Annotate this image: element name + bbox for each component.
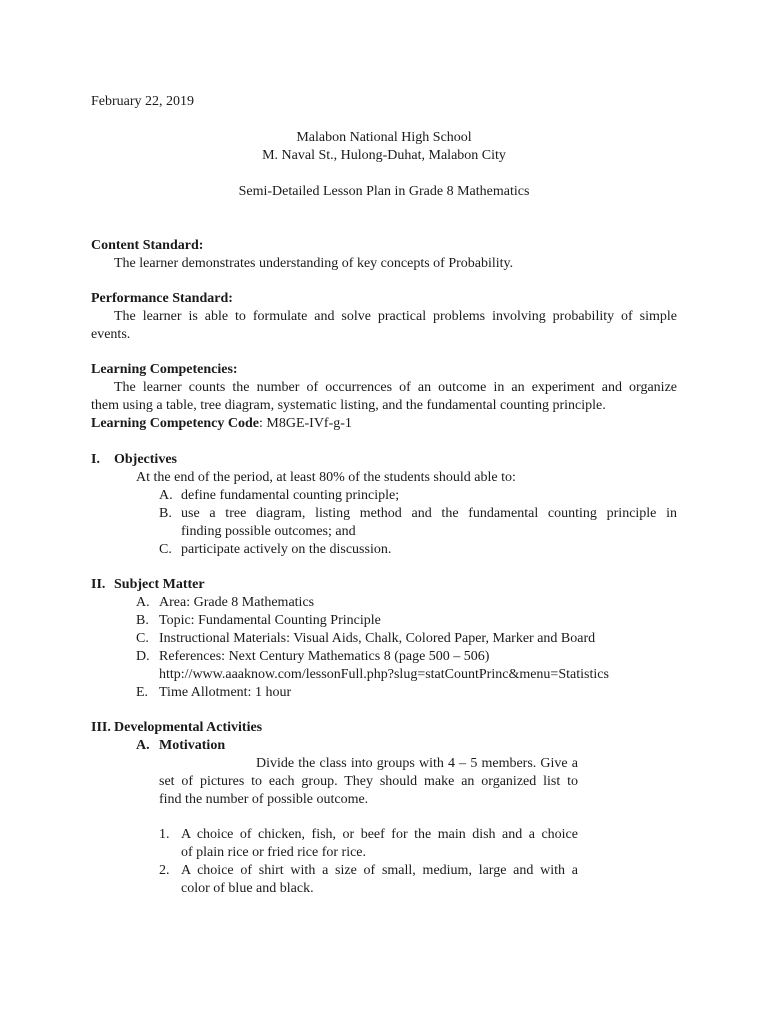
objective-item: participate actively on the discussion. xyxy=(181,542,392,557)
motivation-item-continued: color of blue and black. xyxy=(181,881,314,896)
motivation-item-continued: of plain rice or fried rice for rice. xyxy=(181,845,367,860)
lesson-plan-title: Semi-Detailed Lesson Plan in Grade 8 Mathematics xyxy=(238,184,530,199)
list-marker: E. xyxy=(136,685,149,700)
school-address: M. Naval St., Hulong-Duhat, Malabon City xyxy=(262,148,506,163)
list-marker: B. xyxy=(136,613,149,628)
motivation-paragraph-line: set of pictures to each group. They should make an organized list to xyxy=(159,774,578,789)
list-marker: C. xyxy=(159,542,172,557)
competency-code-label: Learning Competency Code xyxy=(91,416,259,431)
objectives-intro: At the end of the period, at least 80% of the students should able to: xyxy=(136,470,516,485)
list-marker: C. xyxy=(136,631,149,646)
objective-item: define fundamental counting principle; xyxy=(181,488,400,503)
learning-competency-code xyxy=(91,415,352,433)
content-standard-heading: Content Standard: xyxy=(91,238,204,253)
motivation-paragraph-line: Divide the class into groups with 4 – 5 members. Give a xyxy=(256,756,578,771)
objectives-numeral: I. xyxy=(91,452,100,467)
motivation-item: A choice of chicken, fish, or beef for the main dish and a choice xyxy=(181,827,578,842)
subject-matter-item: Time Allotment: 1 hour xyxy=(159,685,292,700)
motivation-paragraph-line: find the number of possible outcome. xyxy=(159,792,369,807)
subject-matter-heading: Subject Matter xyxy=(114,577,205,592)
learning-competencies-line: them using a table, tree diagram, systematic listing, and the fundamental counting principle. xyxy=(91,398,606,413)
developmental-activities-numeral: III. xyxy=(91,720,111,735)
subject-matter-item: Topic: Fundamental Counting Principle xyxy=(159,613,381,628)
list-marker: 1. xyxy=(159,827,170,842)
subject-matter-item: Instructional Materials: Visual Aids, Chalk, Colored Paper, Marker and Board xyxy=(159,631,596,646)
competency-code-value: : M8GE-IVf-g-1 xyxy=(259,416,352,431)
motivation-item: A choice of shirt with a size of small, medium, large and with a xyxy=(181,863,578,878)
list-marker: A. xyxy=(136,738,150,753)
performance-standard-line: The learner is able to formulate and solve practical problems involving probability of simple xyxy=(114,309,677,324)
content-standard-text: The learner demonstrates understanding of key concepts of Probability. xyxy=(114,256,514,271)
list-marker: D. xyxy=(136,649,150,664)
motivation-heading: Motivation xyxy=(159,738,226,753)
objectives-heading: Objectives xyxy=(114,452,177,467)
list-marker: 2. xyxy=(159,863,170,878)
objective-item: use a tree diagram, listing method and the fundamental counting principle in xyxy=(181,506,677,521)
objective-item-continued: finding possible outcomes; and xyxy=(181,524,356,539)
performance-standard-line: events. xyxy=(91,327,131,342)
document-date: February 22, 2019 xyxy=(91,94,195,109)
performance-standard-heading: Performance Standard: xyxy=(91,291,233,306)
subject-matter-numeral: II. xyxy=(91,577,106,592)
list-marker: A. xyxy=(159,488,173,503)
reference-url: http://www.aaaknow.com/lessonFull.php?slug=statCountPrinc&menu=Statistics xyxy=(159,667,609,682)
learning-competencies-heading: Learning Competencies: xyxy=(91,362,238,377)
subject-matter-item: Area: Grade 8 Mathematics xyxy=(159,595,315,610)
list-marker: B. xyxy=(159,506,172,521)
list-marker: A. xyxy=(136,595,150,610)
school-name: Malabon National High School xyxy=(296,130,472,145)
learning-competencies-line: The learner counts the number of occurrences of an outcome in an experiment and organize xyxy=(114,380,677,395)
subject-matter-item: References: Next Century Mathematics 8 (page 500 – 506) xyxy=(159,649,490,664)
developmental-activities-heading: Developmental Activities xyxy=(114,720,263,735)
